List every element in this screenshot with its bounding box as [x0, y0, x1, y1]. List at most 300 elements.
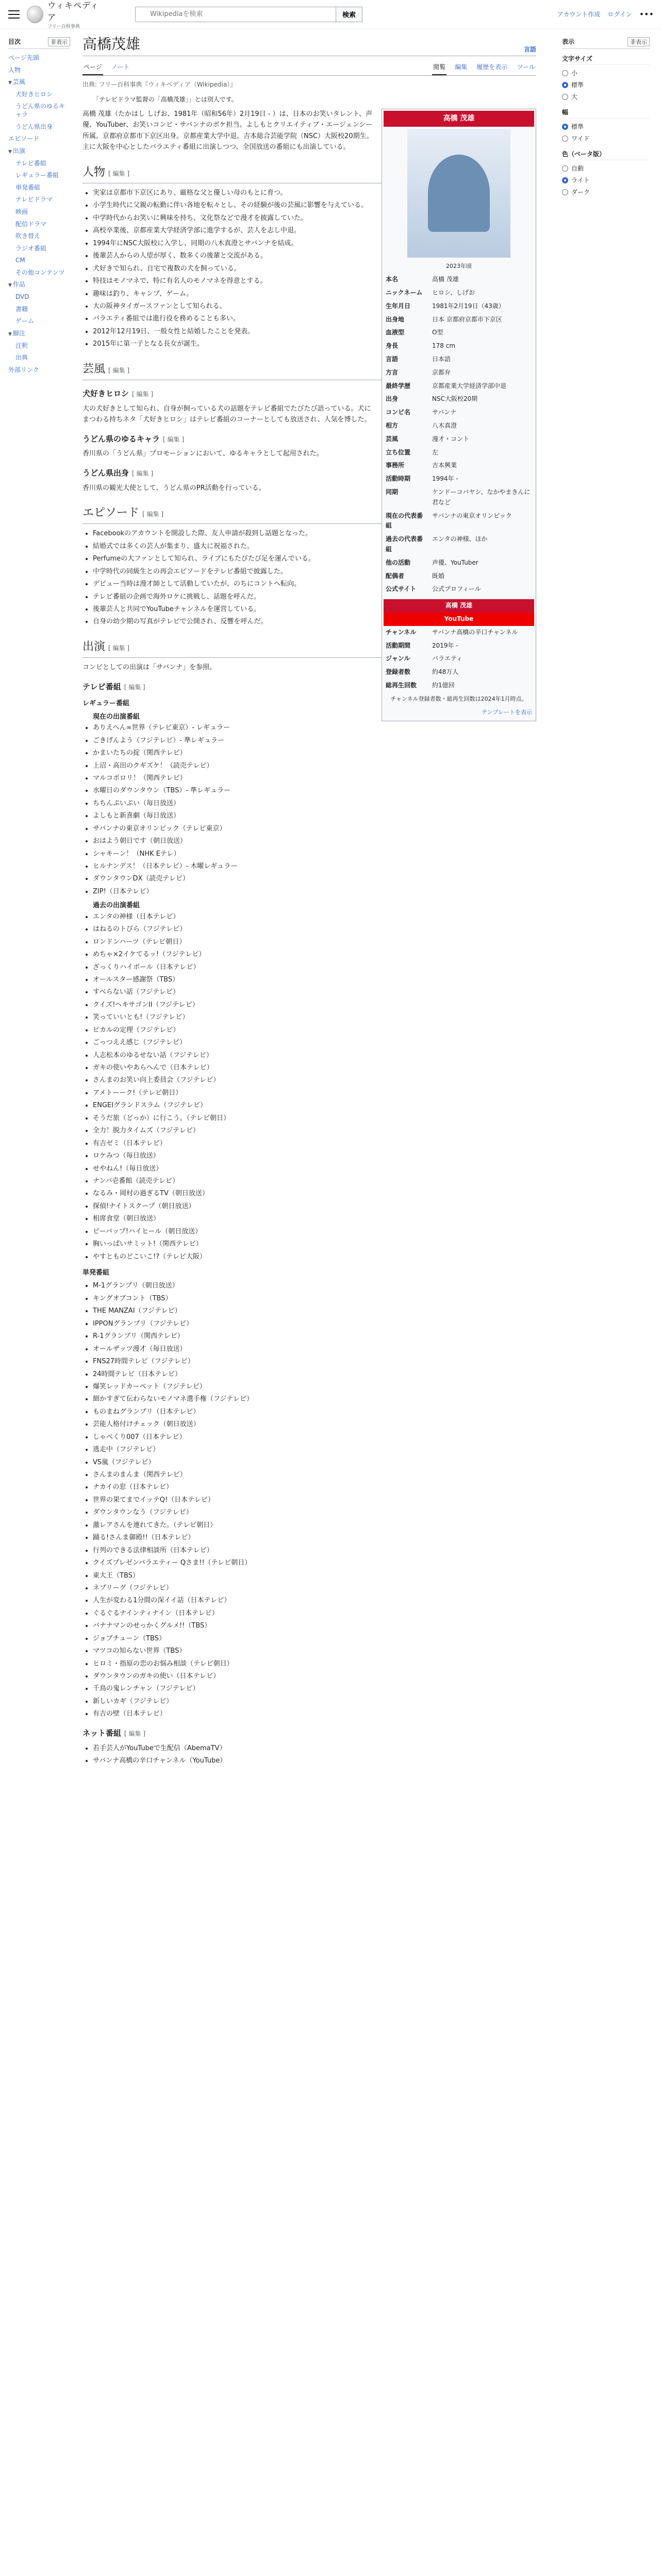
- list-item: • サバンナの東京オリンピック（テレビ東京）: [93, 823, 536, 834]
- toc-item-label: 出演: [12, 147, 25, 155]
- radio-label: 標準: [571, 81, 584, 89]
- toc-item[interactable]: [8, 121, 70, 133]
- tab-right-2[interactable]: 履歴を表示: [476, 63, 508, 71]
- list-item: • ZIP!（日本テレビ）: [93, 886, 536, 897]
- login-link[interactable]: ログイン: [607, 11, 632, 18]
- radio-option[interactable]: [562, 174, 650, 186]
- chevron-down-icon[interactable]: ▼: [8, 331, 12, 337]
- toc-item-label: 芸風: [12, 78, 25, 86]
- radio-label: 大: [571, 93, 578, 100]
- infobox-value: 1994年 -: [432, 475, 458, 483]
- infobox-row: [384, 393, 534, 406]
- toc-item[interactable]: [8, 328, 70, 340]
- tab-0[interactable]: ページ: [82, 59, 103, 75]
- list-item: • ヒルナンデス！（日本テレビ）- 木曜レギュラー: [93, 861, 536, 872]
- radio-label: ワイド: [571, 135, 590, 142]
- radio-label: ダーク: [571, 189, 590, 196]
- tab-1[interactable]: ノート: [111, 63, 130, 71]
- list-item: • やすとものどこいこ!?（テレビ大阪）: [93, 1251, 536, 1262]
- subsection-special: 単発番組: [82, 1269, 110, 1277]
- list-item: • ものまねグランプリ（日本テレビ）: [93, 1406, 536, 1417]
- infobox-table: [384, 273, 534, 596]
- infobox-value: 高橋 茂雄: [432, 276, 459, 283]
- infobox-key: 血液型: [386, 329, 405, 336]
- infobox-row: [384, 406, 534, 419]
- infobox-key: 身長: [386, 342, 399, 350]
- toc-item-label: 犬好きヒロシ: [15, 90, 53, 98]
- infobox-row: [384, 313, 534, 327]
- list-item: • エンタの神様（日本テレビ）: [93, 911, 536, 922]
- toc-item-label: 脚注: [12, 329, 25, 337]
- radio-option[interactable]: [562, 162, 650, 174]
- infobox-row: [384, 326, 534, 340]
- section-appear: 出演 [ 編集 ]: [82, 638, 536, 658]
- list-item: • VS嵐（フジテレビ）: [93, 1457, 536, 1468]
- list-item: • ちちんぷいぷい（毎日放送）: [93, 798, 536, 809]
- toc-item[interactable]: [8, 158, 70, 170]
- infobox-row: [384, 570, 534, 583]
- search-box: [135, 7, 362, 22]
- infobox-value: 日本語: [432, 355, 451, 363]
- radio-option[interactable]: [562, 121, 650, 132]
- radio-icon[interactable]: [562, 189, 568, 195]
- list-item: • 世界の果てまでイッテQ!（日本テレビ）: [93, 1495, 536, 1505]
- radio-option[interactable]: [562, 67, 650, 79]
- list-item: • 芸能人格付けチェック（朝日放送）: [93, 1419, 536, 1430]
- section-style: 芸風 [ 編集 ]: [82, 360, 536, 380]
- past-list: [93, 911, 536, 1262]
- toc-item[interactable]: [8, 145, 70, 158]
- more-options-icon[interactable]: •••: [639, 9, 654, 19]
- list-item: • オールザッツ漫才（毎日放送）: [93, 1344, 536, 1354]
- toc-item-label: 単発番組: [15, 183, 41, 191]
- list-item: • ピカルの定理（フジテレビ）: [93, 1025, 536, 1036]
- main-content: [82, 33, 536, 1769]
- edit-link[interactable]: [ 編集 ]: [163, 435, 185, 443]
- infobox-value: 約1億回: [432, 681, 455, 689]
- list-item: • 中学時代の同級生との再会エピソードをテレビ番組で披露した。: [93, 566, 536, 577]
- infobox: [382, 109, 536, 721]
- infobox-value: O型: [432, 329, 443, 336]
- infobox-value: サバンナ: [432, 409, 457, 416]
- infobox-caption: 2023年頃: [446, 263, 472, 270]
- toc-item-label: 配信ドラマ: [15, 220, 47, 228]
- toc-item[interactable]: [8, 364, 70, 377]
- toc-item[interactable]: [8, 352, 70, 364]
- infobox-value: ケンドーコバヤシ、なかやまきんに君など: [432, 488, 531, 506]
- radio-icon[interactable]: [562, 70, 568, 76]
- infobox-key: ジャンル: [386, 655, 410, 663]
- toc-item-label: CM: [15, 257, 25, 264]
- list-item: • ダウンタウンのガキの使い（日本テレビ）: [93, 1671, 536, 1682]
- toc-item-label: DVD: [15, 293, 29, 301]
- user-links: [557, 9, 654, 19]
- search-button[interactable]: 検索: [336, 7, 362, 22]
- infobox-row: [384, 300, 534, 313]
- infobox-row: [384, 433, 534, 446]
- toc-item-label: 人物: [8, 66, 21, 74]
- list-item: • M-1グランプリ（朝日放送）: [93, 1280, 536, 1291]
- infobox-row: [384, 533, 534, 556]
- appear-intro: コンビとしての出演は「サバンナ」を参照。: [82, 664, 217, 672]
- toc-item[interactable]: [8, 64, 70, 77]
- infobox-key: チャンネル: [386, 628, 417, 636]
- page-tabs: [82, 59, 536, 76]
- list-item: • 笑っていいとも!（フジテレビ）: [93, 1012, 536, 1023]
- list-item: • THE MANZAI（フジテレビ）: [93, 1306, 536, 1316]
- toc-item-label: うどん県出身: [15, 123, 53, 130]
- list-item: • ナンバ壱番館（読売テレビ）: [93, 1176, 536, 1187]
- subsection-regular: レギュラー番組: [82, 700, 130, 708]
- radio-option[interactable]: [562, 186, 650, 198]
- list-item: • テレビ番組の企画で海外ロケに挑戦し、話題を呼んだ。: [93, 591, 536, 602]
- infobox-row: [384, 639, 534, 653]
- edit-link[interactable]: [ 編集 ]: [132, 391, 154, 398]
- toc-item-label: その他コンテンツ: [15, 268, 65, 276]
- list-item: • 24時間テレビ（日本テレビ）: [93, 1369, 536, 1380]
- toc-item[interactable]: [8, 230, 70, 243]
- infobox-key: 公式サイト: [386, 585, 417, 593]
- infobox-youtube-sub: YouTube: [384, 613, 534, 626]
- toc-item[interactable]: [8, 255, 70, 267]
- radio-icon[interactable]: [562, 165, 568, 172]
- list-item: • ごっつええ感じ（フジテレビ）: [93, 1037, 536, 1048]
- hatnote: 「テレビドラマ監督の「高橋茂雄」」とは別人です。: [93, 96, 238, 103]
- infobox-row: [384, 652, 534, 666]
- list-item: • ロンドンハーツ（テレビ朝日）: [93, 937, 536, 947]
- udon-paragraph: 香川県の「うどん県」プロモーションにおいて、ゆるキャラとして起用された。: [82, 450, 323, 458]
- toc-item-label: 吹き替え: [15, 232, 41, 240]
- edit-link[interactable]: [ 編集 ]: [132, 469, 154, 477]
- list-item: • 東大王（TBS）: [93, 1570, 536, 1581]
- section-episode: エピソード [ 編集 ]: [82, 504, 536, 524]
- list-item: • マルコポロリ！（関西テレビ）: [93, 773, 536, 784]
- toc-item-label: 映画: [15, 208, 28, 215]
- edit-link[interactable]: [ 編集 ]: [124, 683, 145, 691]
- infobox-youtube-table: [384, 626, 534, 692]
- infobox-key: 生年月日: [386, 302, 411, 310]
- list-item: • 激レアさんを連れてきた。（テレビ朝日）: [93, 1520, 536, 1531]
- toc-item-label: 書籍: [15, 305, 28, 313]
- radio-icon[interactable]: [562, 82, 568, 88]
- infobox-key: ニックネーム: [386, 289, 423, 297]
- radio-option[interactable]: [562, 132, 650, 144]
- infobox-value: 京都産業大学経済学部中退: [432, 382, 507, 389]
- list-item: • せやねん!（毎日放送）: [93, 1163, 536, 1174]
- list-item: • 水曜日のダウンタウン（TBS）- 準レギュラー: [93, 785, 536, 796]
- list-item: • IPPONグランプリ（フジテレビ）: [93, 1318, 536, 1329]
- toc-item[interactable]: [8, 76, 70, 89]
- infobox-row: [384, 556, 534, 570]
- toc-item-label: 注釈: [15, 342, 28, 349]
- list-item: • 爆笑レッドカーペット（フジテレビ）: [93, 1381, 536, 1392]
- current-label: 現在の出演番組: [93, 713, 140, 721]
- list-item: • 大の阪神タイガースファンとして知られる。: [93, 301, 536, 312]
- subsection-net: ネット番組 [ 編集 ]: [82, 1728, 146, 1738]
- list-item: • 人生が変わる1分間の深イイ話（日本テレビ）: [93, 1595, 536, 1606]
- current-list: [93, 722, 536, 897]
- infobox-key: 総再生回数: [386, 681, 417, 689]
- list-item: • ダウンタウンなう（フジテレビ）: [93, 1507, 536, 1518]
- list-item: • 高校卒業後、京都産業大学経済学部に進学するが、芸人を志し中退。: [93, 225, 536, 236]
- toc-item[interactable]: [8, 206, 70, 218]
- infobox-key: 現在の代表番組: [386, 512, 423, 530]
- toc-item-label: エピソード: [8, 135, 40, 143]
- list-item: • アメトーーク!（テレビ朝日）: [93, 1088, 536, 1098]
- list-item: • 後輩芸人と共同でYouTubeチャンネルを運営している。: [93, 604, 536, 615]
- template-link[interactable]: テンプレートを表示: [481, 708, 532, 716]
- infobox-key: 相方: [386, 422, 399, 429]
- infobox-youtube-note: チャンネル登録者数・総再生回数は2024年1月時点。: [390, 695, 527, 702]
- list-item: • ネプリーグ（フジテレビ）: [93, 1583, 536, 1594]
- width-section: 幅: [562, 108, 650, 118]
- toc-title: 目次: [8, 38, 21, 45]
- radio-icon[interactable]: [562, 124, 568, 130]
- tab-right-0[interactable]: 閲覧: [432, 59, 446, 75]
- list-item: • サバンナ高橋の辛口チャンネル（YouTube）: [93, 1755, 536, 1766]
- list-item: • バラエティ番組では進行役を務めることも多い。: [93, 313, 536, 324]
- chevron-down-icon[interactable]: ▼: [8, 80, 12, 86]
- special-list: [93, 1280, 536, 1719]
- list-item: • ビーバップ!ハイヒール（朝日放送）: [93, 1226, 536, 1237]
- toc-item[interactable]: [8, 303, 70, 316]
- chevron-down-icon[interactable]: ▼: [8, 283, 12, 289]
- toc-item[interactable]: [8, 291, 70, 303]
- infobox-row: [384, 353, 534, 366]
- infobox-key: 方言: [386, 368, 399, 376]
- list-item: • 逃走中（フジテレビ）: [93, 1444, 536, 1455]
- chevron-down-icon[interactable]: ▼: [8, 149, 12, 155]
- toc-item[interactable]: [8, 267, 70, 279]
- list-item: • すべらない話（フジテレビ）: [93, 987, 536, 997]
- radio-icon[interactable]: [562, 135, 568, 142]
- radio-label: 標準: [571, 123, 584, 130]
- infobox-title: 高橋 茂雄: [384, 111, 534, 127]
- list-item: • 結婚式では多くの芸人が集まり、盛大に祝福された。: [93, 541, 536, 552]
- infobox-youtube-head: 高橋 茂雄: [384, 599, 534, 613]
- list-item: • デビュー当時は漫才師として活動していたが、のちにコントへ転向。: [93, 579, 536, 589]
- toc-item[interactable]: [8, 52, 70, 64]
- list-item: • 上沼・高田のクギズケ！（読売テレビ）: [93, 760, 536, 771]
- list-item: • ロケみつ（毎日放送）: [93, 1150, 536, 1161]
- logo-subtitle: フリー百科事典: [47, 24, 80, 29]
- infobox-value: エンタの神様、ほか: [432, 535, 488, 543]
- list-item: • 1994年にNSC大阪校に入学し、同期の八木真澄とサバンナを結成。: [93, 238, 536, 249]
- list-item: • ごきげんよう（フジテレビ）- 準レギュラー: [93, 735, 536, 746]
- infobox-key: 芸風: [386, 435, 399, 443]
- list-item: • 犬好きで知られ、自宅で複数の犬を飼っている。: [93, 263, 536, 274]
- list-item: • 実家は京都市下京区にあり、厳格な父と優しい母のもとに育つ。: [93, 188, 536, 198]
- edit-link[interactable]: [ 編集 ]: [108, 170, 130, 177]
- toc-item[interactable]: [8, 133, 70, 145]
- menu-icon[interactable]: [8, 10, 20, 19]
- list-item: • キングオブコント（TBS）: [93, 1293, 536, 1304]
- infobox-value: 2019年 -: [432, 641, 458, 649]
- infobox-key: 最終学歴: [386, 382, 411, 389]
- infobox-key: 事務所: [386, 462, 405, 469]
- toc-item[interactable]: [8, 100, 70, 121]
- infobox-row: [384, 340, 534, 353]
- wikipedia-logo[interactable]: [27, 0, 104, 29]
- list-item: • 趣味は釣り、キャンプ、ゲーム。: [93, 289, 536, 299]
- toc-item[interactable]: [8, 340, 70, 352]
- toc-item-label: ゲーム: [15, 317, 35, 325]
- list-item: • ぐるぐるナインティナイン（日本テレビ）: [93, 1608, 536, 1619]
- infobox-row: [384, 666, 534, 679]
- list-item: • 千鳥の鬼レンチャン（フジテレビ）: [93, 1683, 536, 1694]
- radio-option[interactable]: [562, 91, 650, 103]
- list-item: • 新しいカギ（フジテレビ）: [93, 1696, 536, 1707]
- list-item: • 人志松本のゆるせない話（フジテレビ）: [93, 1050, 536, 1061]
- list-item: • 踊る!さんま御殿!!（日本テレビ）: [93, 1532, 536, 1543]
- infobox-value: 日本 京都府京都市下京区: [432, 315, 502, 323]
- header: [0, 0, 662, 29]
- infobox-key: 同期: [386, 488, 399, 496]
- infobox-value: 八木真澄: [432, 422, 457, 429]
- toc-item-label: ラジオ番組: [15, 244, 47, 252]
- infobox-key: 他の活動: [386, 558, 411, 566]
- infobox-value: 声優、YouTuber: [432, 558, 478, 566]
- list-item: • 細かすぎて伝わらないモノマネ選手権（フジテレビ）: [93, 1394, 536, 1404]
- infobox-row: [384, 380, 534, 393]
- radio-icon[interactable]: [562, 94, 568, 100]
- search-input[interactable]: [135, 7, 336, 22]
- edit-link[interactable]: [ 編集 ]: [108, 644, 130, 652]
- infobox-key: 活動時期: [386, 475, 411, 483]
- infobox-row: [384, 510, 534, 533]
- infobox-value: サバンナの東京オリンピック: [432, 512, 512, 519]
- infobox-portrait[interactable]: [407, 129, 510, 258]
- language-button[interactable]: 言語: [523, 46, 536, 53]
- list-item: • 中学時代からお笑いに興味を持ち、文化祭などで漫才を披露していた。: [93, 213, 536, 224]
- list-item: • ガキの使いやあらへんで（日本テレビ）: [93, 1062, 536, 1073]
- list-item: • Perfumeの大ファンとして知られ、ライブにもたびたび足を運んでいる。: [93, 553, 536, 564]
- list-item: • FNS27時間テレビ（フジテレビ）: [93, 1356, 536, 1367]
- toc-sidebar: [8, 37, 70, 376]
- list-item: • Facebookのアカウントを開設した際、友人申請が殺到し話題となった。: [93, 528, 536, 539]
- toc-item-label: 作品: [12, 281, 25, 289]
- tab-right-3[interactable]: ツール: [517, 63, 535, 71]
- text-size-section: 文字サイズ: [562, 54, 650, 65]
- subsection-tv: テレビ番組 [ 編集 ]: [82, 682, 145, 691]
- toc-item[interactable]: [8, 315, 70, 328]
- infobox-key: 過去の代表番組: [386, 535, 423, 553]
- infobox-row: [384, 679, 534, 692]
- infobox-key: 立ち位置: [386, 448, 411, 456]
- lead-paragraph: 高橋 茂雄（たかはし しげお、1981年（昭和56年）2月19日 - ）は、日本のお笑いタレント、声優、YouTuber、お笑いコンビ・サバンナのボケ担当。よしもとクリエイティブ・エージェンシー所属。京都府京都市下京区出身。京都産業大学中退。吉本総合芸能学院（NSC）大阪校20期生。主に大阪を中心としたバラエティ番組に出演しつつ、全国放送の番組にも出演している。: [82, 110, 373, 151]
- infobox-key: 登録者数: [386, 668, 411, 676]
- edit-link[interactable]: [ 編集 ]: [108, 366, 130, 374]
- list-item: • ナカイの窓（日本テレビ）: [93, 1482, 536, 1493]
- infobox-value: 左: [432, 448, 439, 456]
- list-item: • 特技はモノマネで、特に有名人のモノマネを得意とする。: [93, 276, 536, 286]
- edit-link[interactable]: [ 編集 ]: [124, 1730, 146, 1737]
- list-item: • マツコの知らない世界（TBS）: [93, 1646, 536, 1656]
- list-item: • 小学生時代に父親の転勤に伴い各地を転々とし、その経験が後の芸風に影響を与えている。: [93, 200, 536, 211]
- list-item: • クイズプレゼンバラエティー Qさま!!（テレビ朝日）: [93, 1557, 536, 1568]
- page-title: 高橋茂雄: [82, 36, 141, 53]
- infobox-row: [384, 366, 534, 380]
- color-section: 色（ベータ版）: [562, 149, 650, 160]
- list-item: • よしもと新喜劇（毎日放送）: [93, 810, 536, 821]
- toc-item-label: レギュラー番組: [15, 172, 59, 179]
- infobox-value: 京都弁: [432, 368, 451, 376]
- list-item: • はねるのトびら（フジテレビ）: [93, 924, 536, 935]
- infobox-key: コンビ名: [386, 409, 411, 416]
- list-item: • 全力！脱力タイムズ（フジテレビ）: [93, 1125, 536, 1136]
- list-item: • めちゃ×2イケてるッ!（フジテレビ）: [93, 949, 536, 960]
- edit-link[interactable]: [ 編集 ]: [142, 511, 164, 518]
- toc-hide-button[interactable]: 非表示: [48, 37, 70, 46]
- infobox-value: サバンナ高橋の辛口チャンネル: [432, 628, 518, 636]
- infobox-value: 公式プロフィール: [432, 585, 481, 593]
- from-line: 出典: フリー百科事典『ウィキペディア（Wikipedia）』: [82, 81, 237, 88]
- infobox-row: [384, 583, 534, 596]
- infobox-value: 178 cm: [432, 342, 456, 350]
- infobox-value: NSC大阪校20期: [432, 395, 478, 403]
- list-item: • ダウンタウンDX（読売テレビ）: [93, 873, 536, 884]
- toc-item[interactable]: [8, 279, 70, 291]
- toc-item-label: 出典: [15, 354, 28, 362]
- radio-option[interactable]: [562, 79, 650, 91]
- toc-item[interactable]: [8, 194, 70, 206]
- infobox-value: 既婚: [432, 572, 445, 580]
- toc-item[interactable]: [8, 89, 70, 101]
- infobox-row: [384, 459, 534, 472]
- infobox-value: 漫才・コント: [432, 435, 470, 443]
- toc-item[interactable]: [8, 182, 70, 194]
- infobox-row: [384, 419, 534, 433]
- infobox-row: [384, 446, 534, 460]
- infobox-key: 出身: [386, 395, 399, 403]
- list-item: • 2015年に第一子となる長女が誕生。: [93, 338, 536, 349]
- infobox-value: 約48万人: [432, 668, 459, 676]
- list-item: • ENGEIグランドスラム（フジテレビ）: [93, 1100, 536, 1111]
- create-account-link[interactable]: アカウント作成: [557, 11, 601, 18]
- list-item: • ジョブチューン（TBS）: [93, 1633, 536, 1644]
- infobox-key: 配偶者: [386, 572, 405, 580]
- toc-item-label: テレビ番組: [15, 159, 46, 167]
- globe-icon: [27, 6, 43, 23]
- list-item: • ありえへん∞世界（テレビ東京）- レギュラー: [93, 722, 536, 733]
- appearance-title: 表示: [562, 38, 575, 45]
- net-list: [93, 1743, 536, 1767]
- infobox-key: 出身地: [386, 315, 405, 323]
- toc-item[interactable]: [8, 170, 70, 182]
- list-item: • オールスター感謝祭（TBS）: [93, 974, 536, 985]
- list-item: • 胸いっぱいサミット!（関西テレビ）: [93, 1239, 536, 1249]
- inu-paragraph: 大の犬好きとして知られ、自身が飼っている犬の話題をテレビ番組でたびたび語っている。犬にまつわる持ちネタ「犬好きヒロシ」はテレビ番組のコーナーとしても放送され、人気を博した。: [82, 404, 371, 424]
- list-item: • 行列のできる法律相談所（日本テレビ）: [93, 1545, 536, 1556]
- toc-item-label: 外部リンク: [8, 366, 39, 374]
- list-item: • クイズ!ヘキサゴンII（フジテレビ）: [93, 999, 536, 1010]
- list-item: • ヒロミ・指原の恋のお悩み相談（テレビ朝日）: [93, 1658, 536, 1669]
- list-item: • 相席食堂（朝日放送）: [93, 1213, 536, 1224]
- appearance-sidebar: [562, 37, 650, 198]
- toc-item[interactable]: [8, 243, 70, 255]
- list-item: • R-1グランプリ（関西テレビ）: [93, 1331, 536, 1342]
- list-item: • おはよう朝日です（朝日放送）: [93, 836, 536, 846]
- list-item: • さんまのお笑い向上委員会（フジテレビ）: [93, 1075, 536, 1086]
- toc-item[interactable]: [8, 218, 70, 231]
- infobox-value: 1981年2月19日（43歳）: [432, 302, 505, 310]
- appearance-hide-button[interactable]: 非表示: [627, 37, 650, 46]
- radio-label: 小: [571, 70, 578, 77]
- toc-item-label: テレビドラマ: [15, 196, 53, 204]
- radio-icon[interactable]: [562, 177, 568, 183]
- subsection-udon2: うどん県出身 [ 編集 ]: [82, 468, 154, 478]
- tab-right-1[interactable]: 編集: [455, 63, 468, 71]
